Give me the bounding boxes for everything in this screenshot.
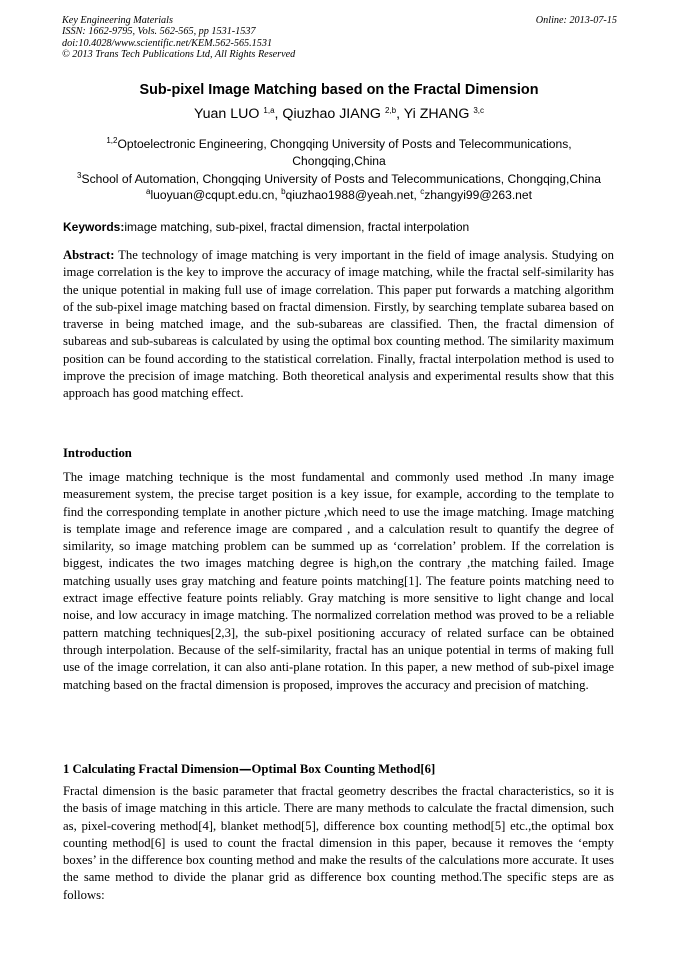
affiliation-line	[0, 172, 678, 187]
email-mark: a	[146, 187, 151, 196]
section1-heading	[63, 761, 435, 777]
affiliation-text: Optoelectronic Engineering, Chongqing University of Posts and Telecommunications,	[117, 137, 572, 151]
email-address: zhangyi99@263.net	[424, 188, 532, 202]
copyright-line: © 2013 Trans Tech Publications Ltd, All Rights Reserved	[62, 48, 296, 60]
email-line	[0, 188, 678, 203]
author-separator: ,	[274, 106, 283, 122]
abstract	[63, 247, 614, 403]
abstract-label: Abstract:	[63, 248, 115, 262]
introduction-heading: Introduction	[63, 446, 132, 460]
email-mark: b	[281, 187, 286, 196]
keywords-label: Keywords:	[63, 220, 125, 234]
journal-header	[62, 15, 617, 60]
email-separator: ,	[413, 188, 421, 202]
section1-heading-part: 1 Calculating Fractal Dimension	[63, 762, 239, 776]
author-separator: ,	[396, 106, 404, 122]
email-address: qiuzhao1988@yeah.net	[285, 188, 414, 202]
section1-heading-part: Optimal Box Counting Method[6]	[251, 762, 436, 776]
affiliation-text: School of Automation, Chongqing University of Posts and Telecommunications, Chongqing,China	[81, 172, 601, 186]
abstract-text: The technology of image matching is very important in the field of image analysis. Studying on image correlation is the key to improve the accuracy of image matching, while the fractal self-similarity has the unique potential in making full use of image correlation. This paper put forwards a matching algorithm of the sub-pixel image matching based on fractal dimension. Firstly, by searching template subarea based on traverse in being matched image, and the sub-subareas are classified. Then, the fractal dimension of subareas and sub-subareas is calculated by using the optimal box counting method. The similarity maximum position can be found according to the statistical correlation. Finally, fractal interpolation method is used to improve the precision of image matching. Both theoretical analysis and experimental results show that this approach has good matching effect.	[63, 248, 614, 401]
affiliation-mark: 1,2	[106, 136, 118, 145]
email-address: luoyuan@cqupt.edu.cn	[150, 188, 275, 202]
author-affiliation-mark: 2,b	[384, 106, 397, 115]
author-name: Yi ZHANG	[403, 106, 470, 122]
paper-title: Sub-pixel Image Matching based on the Fractal Dimension	[139, 82, 539, 98]
email-mark: c	[420, 187, 425, 196]
affiliation-mark: 3	[77, 171, 82, 180]
author-list	[0, 106, 678, 122]
section1-heading-dash: —	[238, 761, 252, 776]
doi-line: doi:10.4028/www.scientific.net/KEM.562-565.1531	[62, 37, 273, 49]
author-name: Yuan LUO	[193, 106, 260, 122]
journal-name: Key Engineering Materials	[62, 15, 173, 26]
affiliation-line	[0, 137, 678, 152]
author-name: Qiuzhao JIANG	[282, 106, 381, 122]
introduction-text: The image matching technique is the most fundamental and commonly used method .In many image measurement system, the precise target position is a key issue, for example, according to the template to find the corresponding template in another picture ,which need to use the image matching. Image matching is template image and reference image are compared , and a calculation result to quantify the degree of similarity, so image matching problem can be summed up as ‘correlation’ problem. If the correlation is biggest, indicates the two images matching degree is high,on the contrary ,the matching failed. Image matching usually uses gray matching and feature points matching[1]. The feature points matching need to extract image effective feature points reliably. Gray matching is more sensitive to light change and local noise, and low accuracy in image matching. The normalized correlation method was proved to be a reliable pattern matching techniques[2,3], the sub-pixel positioning accuracy of related surface can be obtained through interpolation. Because of the self-similarity, fractal has an unique potential in terms of making full use of the image correlation, it can also anti-plane rotation. In this paper, a new method of sub-pixel image matching based on the fractal dimension is proposed, improves the accuracy and precision of matching.	[63, 470, 614, 692]
section1-text: Fractal dimension is the basic parameter that fractal geometry describes the fractal characteristics, so it is the basis of image matching in this article. There are many methods to calculate the fractal dimension, such as, pixel-covering method[4], blanket method[5], difference box counting method[5] etc.,the optimal box counting method[6] is used to count the fractal dimension in this paper, because it removes the ‘empty boxes’ in the difference box counting method and make the results of the calculations more accurate. It uses the same method to divide the planar grid as difference box counting method.The specific steps are as follows:	[63, 784, 614, 902]
author-affiliation-mark: 3,c	[473, 106, 485, 115]
keywords-text: image matching, sub-pixel, fractal dimension, fractal interpolation	[124, 220, 470, 234]
online-date: Online: 2013-07-15	[535, 15, 617, 26]
affiliation-line	[0, 154, 678, 169]
author-affiliation-mark: 1,a	[263, 106, 275, 115]
email-separator: ,	[274, 188, 282, 202]
issn-line: ISSN: 1662-9795, Vols. 562-565, pp 1531-1537	[62, 26, 256, 38]
affiliation-text: Chongqing,China	[292, 154, 386, 168]
keywords	[63, 220, 618, 234]
